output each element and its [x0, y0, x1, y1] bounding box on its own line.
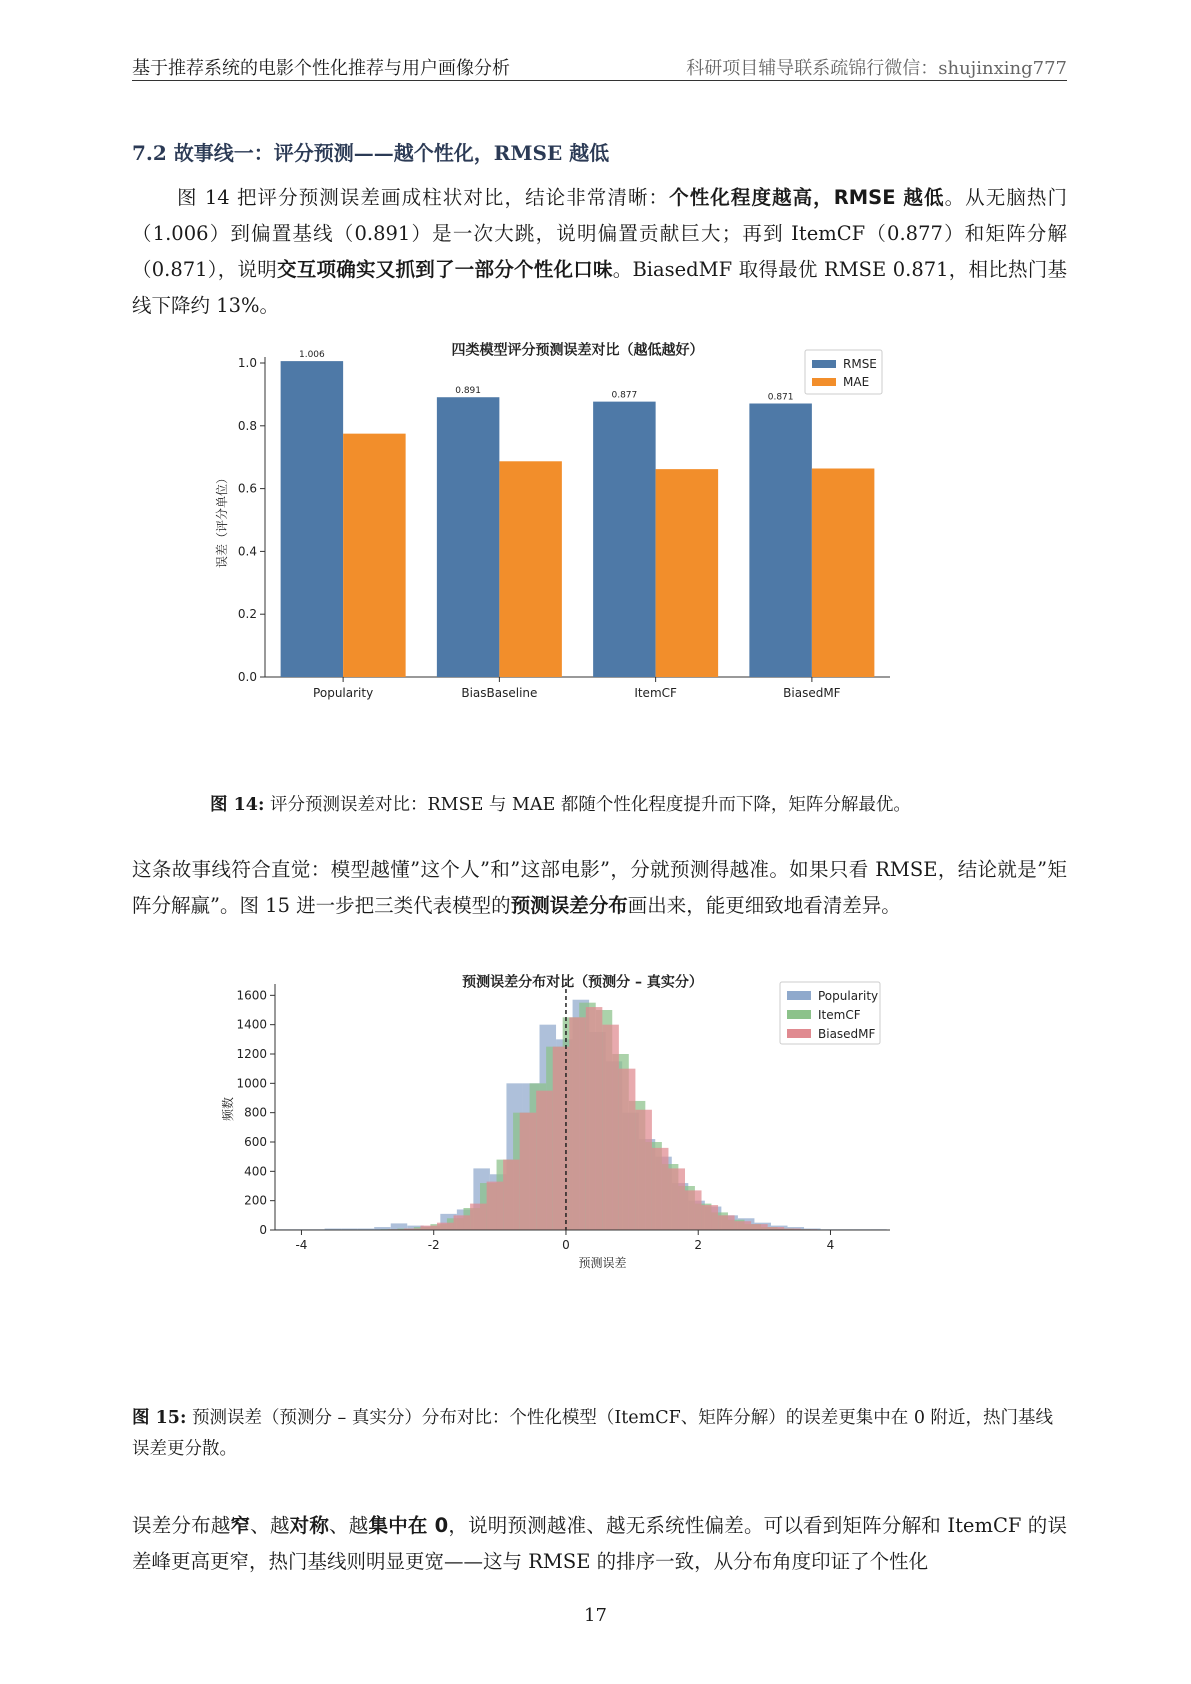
y-tick-label: 0.6	[237, 481, 257, 496]
paragraph-1	[132, 180, 1067, 324]
legend-label: MAE	[843, 375, 870, 389]
chart-title: 四类模型评分预测误差对比（越低越好）	[451, 342, 704, 359]
bar-mae	[812, 469, 875, 677]
y-tick-label: 0	[259, 1223, 267, 1237]
data-label: 0.877	[611, 390, 638, 401]
x-axis-label: 预测误差	[578, 1256, 627, 1270]
x-tick-label: -4	[295, 1238, 308, 1252]
histogram-bar	[635, 1110, 652, 1230]
y-tick-label: 1600	[236, 988, 267, 1003]
legend-label: ItemCF	[818, 1008, 861, 1022]
caption-label: 图 15:	[132, 1408, 187, 1428]
legend-swatch	[787, 1029, 811, 1038]
legend-swatch	[787, 991, 811, 1000]
caption-text: 预测误差（预测分 – 真实分）分布对比：个性化模型（ItemCF、矩阵分解）的误差更集中在 0 附近，热门基线误差更分散。	[132, 1408, 1054, 1459]
series-biasedmf	[387, 1007, 833, 1230]
bar-rmse	[749, 404, 812, 677]
y-tick-label: 200	[244, 1193, 267, 1208]
bar-rmse	[593, 402, 656, 677]
histogram-bar	[420, 1226, 437, 1230]
y-tick-label: 1.0	[237, 356, 257, 370]
y-tick-label: 0.4	[237, 544, 257, 559]
histogram-bar	[437, 1223, 454, 1230]
bar-mae	[343, 434, 406, 677]
y-tick-label: 600	[244, 1135, 267, 1149]
x-tick-label: BiasBaseline	[461, 686, 538, 700]
figure-15-caption	[132, 1403, 1067, 1465]
y-axis-label: 频数	[221, 1096, 235, 1122]
figure-15-histogram	[221, 974, 970, 1380]
legend-swatch	[812, 378, 836, 386]
y-tick-label: 400	[244, 1164, 267, 1179]
legend-label: RMSE	[843, 357, 877, 371]
histogram-bar	[470, 1204, 487, 1230]
data-label: 0.891	[455, 386, 482, 397]
histogram-bar	[718, 1215, 735, 1230]
chart-title: 预测误差分布对比（预测分 – 真实分）	[462, 974, 703, 991]
histogram-bar	[454, 1215, 471, 1230]
legend-label: BiasedMF	[818, 1027, 876, 1041]
para2-bold-1: 预测误差分布	[510, 894, 628, 917]
figure-14-bar-chart	[215, 342, 970, 765]
histogram-bar	[685, 1190, 702, 1230]
y-tick-label: 0.0	[237, 670, 257, 684]
paragraph-2	[132, 852, 1067, 924]
y-tick-label: 0.8	[237, 418, 257, 433]
caption-label: 图 14:	[210, 795, 265, 815]
y-tick-label: 1200	[236, 1047, 267, 1061]
header-rule	[132, 80, 1067, 81]
caption-text: 评分预测误差对比：RMSE 与 MAE 都随个性化程度提升而下降，矩阵分解最优。	[269, 795, 911, 815]
histogram-bar	[652, 1148, 669, 1230]
x-tick-label: 2	[694, 1238, 703, 1252]
para3-bold-2: 对称	[289, 1514, 330, 1537]
histogram-bar	[586, 1007, 603, 1230]
running-header-contact: 科研项目辅导联系疏锦行微信：shujinxing777	[686, 58, 1067, 79]
bar-mae	[499, 461, 562, 677]
x-tick-label: -2	[427, 1238, 440, 1252]
bar-mae	[656, 469, 719, 677]
para3-text-4: ，说明预测越准、越无系统性偏差。可以看到矩阵分解和 ItemCF 的误差峰更高更窄，热门基线则明显更宽——这与 RMSE 的排序一致，从分布角度印证了个性化	[132, 1514, 1067, 1573]
paragraph-3	[132, 1508, 1067, 1580]
histogram-bar	[751, 1224, 768, 1230]
histogram-bar	[668, 1168, 685, 1230]
histogram-bar	[569, 1017, 586, 1230]
para3-text-2: 、越	[250, 1514, 290, 1537]
para1-bold-1: 个性化程度越高，RMSE 越低	[669, 186, 945, 209]
y-tick-label: 1000	[236, 1076, 267, 1091]
legend	[805, 350, 882, 394]
y-axis-label: 误差（评分单位）	[215, 471, 229, 569]
histogram-bar	[619, 1069, 636, 1230]
para3-bold-1: 窄	[230, 1514, 251, 1537]
para3-text-1: 误差分布越	[132, 1514, 231, 1537]
histogram-bar	[520, 1113, 537, 1230]
bar-rmse	[437, 397, 500, 677]
y-tick-label: 1400	[236, 1017, 267, 1032]
bar-rmse	[281, 361, 344, 677]
histogram-bar	[503, 1160, 520, 1230]
page-number: 17	[584, 1605, 607, 1626]
histogram-bar	[536, 1091, 553, 1230]
y-tick-label: 0.2	[237, 607, 257, 622]
para1-bold-2: 交互项确实又抓到了一部分个性化口味	[277, 258, 613, 281]
x-tick-label: BiasedMF	[783, 686, 841, 700]
running-header-title: 基于推荐系统的电影个性化推荐与用户画像分析	[132, 58, 510, 79]
histogram-bar	[702, 1205, 719, 1230]
para1-text-3: 。BiasedMF 取得最优 RMSE 0.871，相比热门基线下降约 13%。	[132, 258, 1067, 317]
section-title: 7.2 故事线一：评分预测——越个性化，RMSE 越低	[132, 141, 610, 165]
histogram-bar	[602, 1025, 619, 1230]
data-label: 1.006	[298, 350, 325, 361]
para2-text-1: 这条故事线符合直觉：模型越懂”这个人”和”这部电影”，分就预测得越准。如果只看 RMSE，结论就是”矩阵分解赢”。图 15 进一步把三类代表模型的	[132, 858, 1067, 917]
histogram-bar	[553, 1047, 570, 1230]
legend	[780, 982, 880, 1044]
y-tick-label: 800	[244, 1105, 267, 1120]
histogram-bar	[735, 1221, 752, 1230]
para3-bold-3: 集中在 0	[368, 1514, 449, 1537]
histogram-bar	[487, 1182, 504, 1230]
para2-text-2: 画出来，能更细致地看清差异。	[627, 894, 901, 917]
x-tick-label: 0	[562, 1238, 570, 1252]
para3-text-3: 、越	[329, 1514, 369, 1537]
x-tick-label: ItemCF	[634, 686, 677, 700]
para1-text-1: 图 14 把评分预测误差画成柱状对比，结论非常清晰：	[177, 186, 670, 209]
para1-text-2: 。从无脑热门（1.006）到偏置基线（0.891）是一次大跳，说明偏置贡献巨大；再到 ItemCF（0.877）和矩阵分解（0.871），说明	[132, 186, 1067, 281]
data-label: 0.871	[767, 392, 794, 403]
x-tick-label: 4	[826, 1238, 835, 1252]
x-tick-label: Popularity	[313, 686, 374, 700]
legend-swatch	[787, 1010, 811, 1019]
figure-14-caption	[210, 790, 911, 821]
legend-label: Popularity	[818, 989, 879, 1003]
legend-swatch	[812, 360, 836, 368]
